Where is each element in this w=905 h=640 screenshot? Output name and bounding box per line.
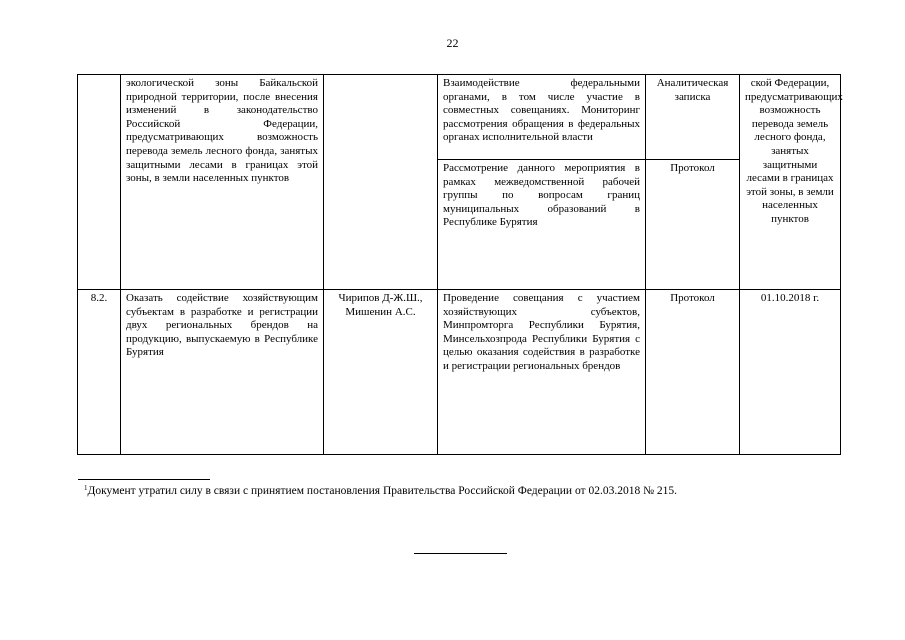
row-number-cell: [78, 75, 121, 290]
page-end-divider: [414, 553, 507, 554]
result-cell: Протокол: [646, 160, 740, 290]
footnote-divider: [78, 479, 210, 480]
action-cell: Проведение совещания с участием хозяйствующих субъектов, Минпромторга Республики Бурятия, Минсельхозпрода Республики Бурятия с целью оказания содействия в разработке и регистрации региональных брендов: [438, 290, 646, 455]
footnote: [84, 484, 677, 497]
deadline-cell: ской Федерации, предусматривающих возможность перевода земель лесного фонда, занятых защитными лесами в границах этой зоны, в земли населенных пунктов: [740, 75, 841, 290]
task-cell: Оказать содействие хозяйствующим субъектам в разработке и регистрации двух региональных брендов на продукцию, выпускаемую в Республике Бурятия: [121, 290, 324, 455]
page-number: 22: [446, 36, 459, 50]
task-cell: экологической зоны Байкальской природной территории, после внесения изменений в законодательство Российской Федерации, предусматривающих возможность перевода земель лесного фонда, занятых защитными лесами в границах этой зоны, в земли населенных пунктов: [121, 75, 324, 290]
action-cell: Взаимодействие федеральными органами, в том числе участие в совместных совещаниях. Мониторинг рассмотрения обращения в федеральных органах исполнительной власти: [438, 75, 646, 160]
plan-table: [77, 74, 841, 455]
table-row: [78, 75, 841, 160]
result-cell: Аналитическая записка: [646, 75, 740, 160]
result-cell: Протокол: [646, 290, 740, 455]
table-row: [78, 290, 841, 455]
responsible-cell: Чирипов Д-Ж.Ш., Мишенин А.С.: [324, 290, 438, 455]
row-number-cell: 8.2.: [78, 290, 121, 455]
responsible-cell: [324, 75, 438, 290]
action-cell: Рассмотрение данного мероприятия в рамках межведомственной рабочей группы по вопросам границ муниципальных образований в Республике Бурятия: [438, 160, 646, 290]
footnote-text: Документ утратил силу в связи с принятием постановления Правительства Российской Федерации от 02.03.2018 № 215.: [87, 485, 678, 497]
footnote-marker: 1: [84, 484, 88, 492]
deadline-cell: 01.10.2018 г.: [740, 290, 841, 455]
